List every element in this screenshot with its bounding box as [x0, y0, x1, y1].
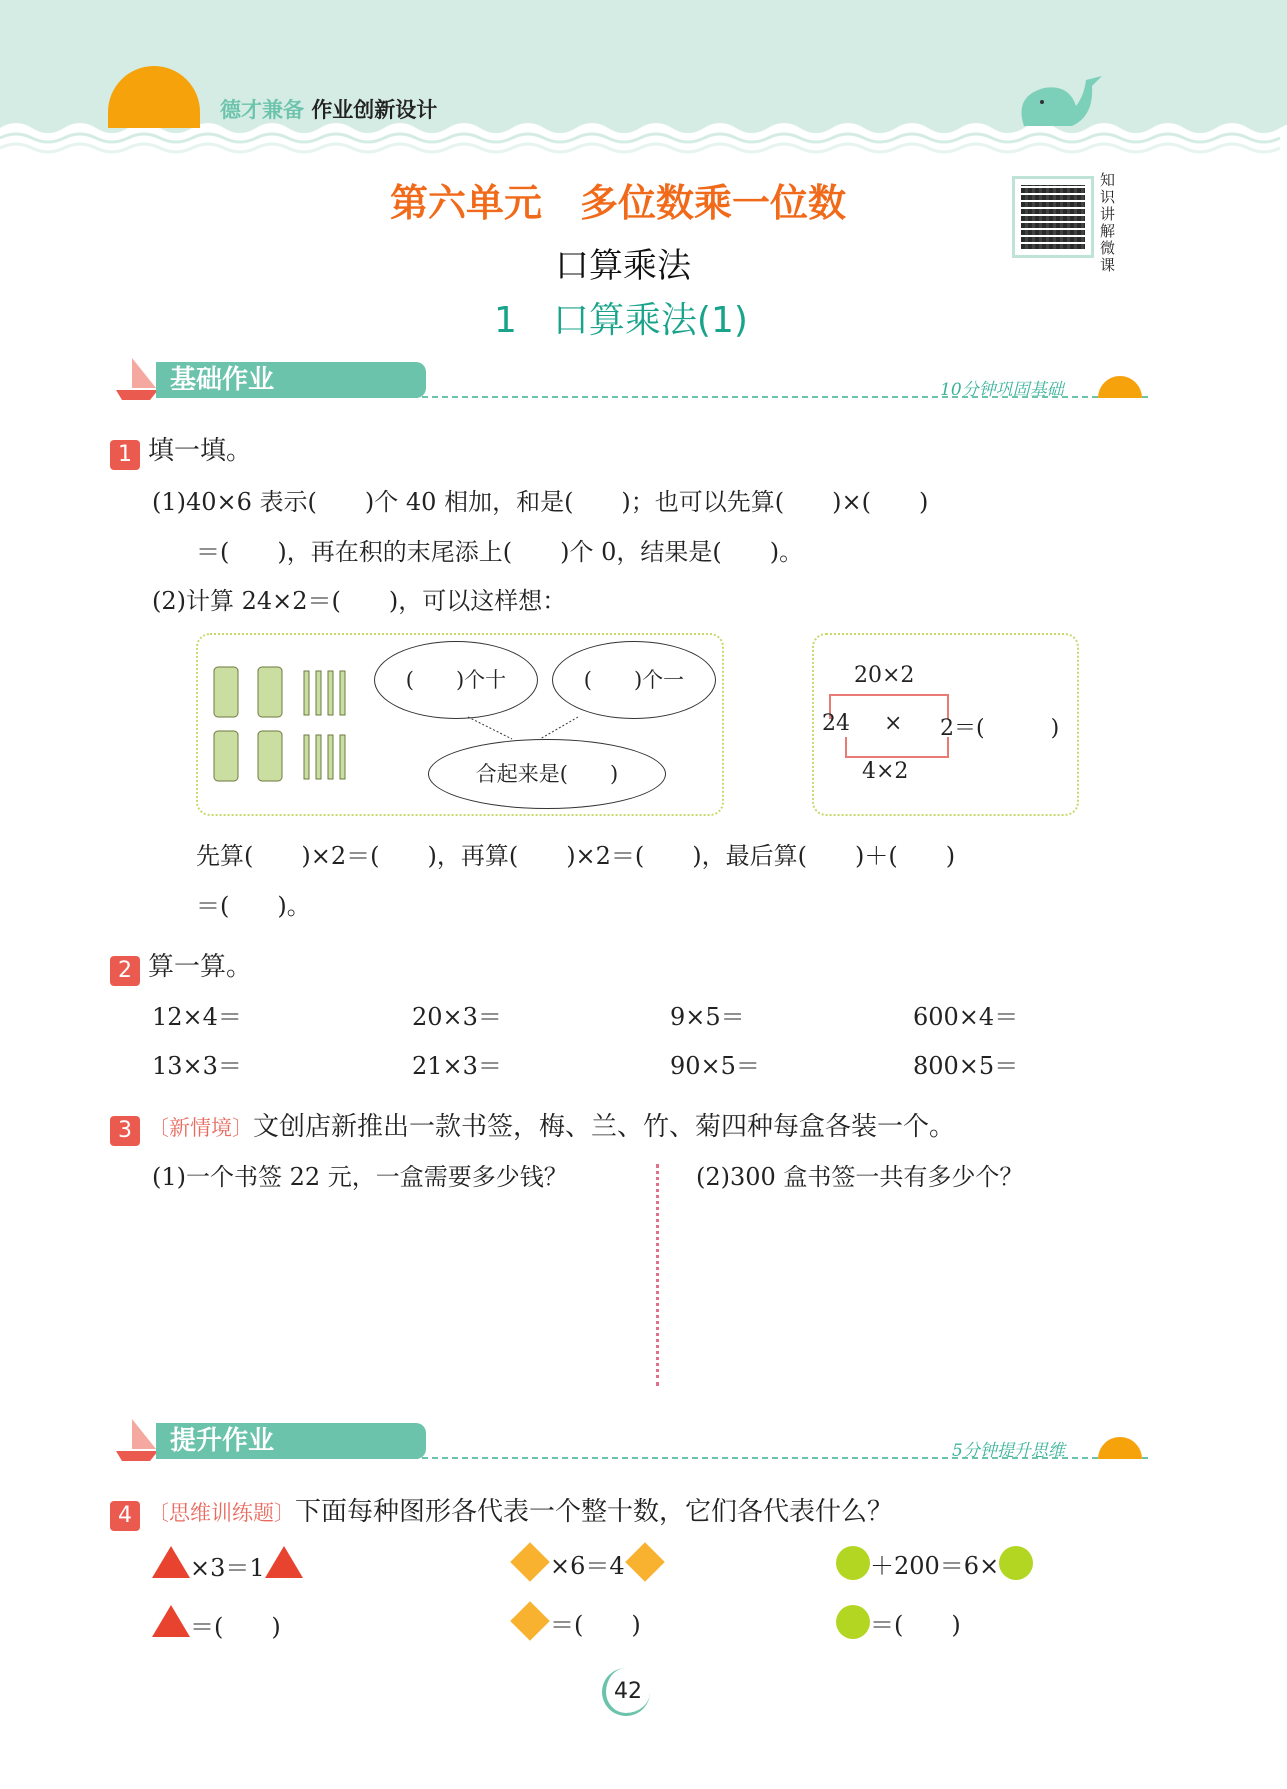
- brand: [220, 94, 437, 124]
- split-bottom: 4×2: [862, 759, 909, 784]
- question-title: 算一算。: [148, 952, 253, 982]
- question-2-header: [110, 946, 252, 986]
- sailboat-icon: [112, 356, 160, 402]
- answer-blank: ＝( ): [190, 1613, 281, 1641]
- calc-item: 90×5＝: [670, 1052, 760, 1080]
- calc-item: 13×3＝: [152, 1052, 242, 1080]
- equation-text: ×6＝4: [550, 1552, 625, 1580]
- question-number: 4: [110, 1501, 140, 1531]
- q1-line-5: ＝( )。: [196, 892, 311, 920]
- page-number: 42: [614, 1679, 642, 1704]
- q1-line-3: (2)计算 24×2＝( )，可以这样想：: [152, 587, 567, 615]
- diamond-icon: [625, 1542, 665, 1582]
- sticks-diagram: [196, 633, 724, 816]
- equation-text: ×3＝1: [190, 1554, 265, 1582]
- section-title: 口算乘法: [555, 246, 691, 286]
- diamond-answer: [510, 1605, 641, 1640]
- section-label: 基础作业: [156, 362, 426, 398]
- question-number: 1: [110, 440, 140, 470]
- lesson-title: 1 口算乘法(1): [494, 300, 748, 341]
- circle-answer: [836, 1605, 961, 1640]
- circle-icon: [999, 1546, 1033, 1580]
- sun-icon: [1098, 1437, 1142, 1459]
- q1-line-1: (1)40×6 表示( )个 40 相加，和是( )；也可以先算( )×( ): [152, 488, 929, 516]
- sailboat-icon: [112, 1417, 160, 1463]
- question-1-header: [110, 430, 252, 470]
- q1-line-4: 先算( )×2＝( )，再算( )×2＝( )，最后算( )＋( ): [196, 842, 956, 870]
- total-ellipse: 合起来是( ): [428, 739, 666, 809]
- section-hint: 10分钟巩固基础: [940, 380, 1064, 400]
- split-diagram: [812, 633, 1079, 816]
- answer-divider: [656, 1164, 659, 1386]
- qr-code[interactable]: [1012, 176, 1094, 258]
- sun-icon: [1098, 376, 1142, 398]
- calc-item: 600×4＝: [913, 1003, 1019, 1031]
- calc-item: 9×5＝: [670, 1003, 745, 1031]
- split-left: 24: [822, 711, 850, 736]
- question-number: 3: [110, 1116, 140, 1146]
- tens-ellipse: ( )个十: [374, 641, 538, 719]
- basic-section-banner: [112, 360, 1148, 400]
- diamond-equation: [510, 1546, 665, 1581]
- section-hint: 5分钟提升思维: [952, 1441, 1065, 1461]
- qr-label: 知识讲解微课: [1100, 171, 1116, 274]
- question-title: 下面每种图形各代表一个整十数，它们各代表什么？: [295, 1497, 894, 1527]
- brand-green: 德才兼备: [220, 98, 304, 122]
- diamond-icon: [510, 1542, 550, 1582]
- arrows: [198, 635, 726, 818]
- q3-part-2: (2)300 盒书签一共有多少个？: [696, 1163, 1024, 1191]
- circle-icon: [836, 1605, 870, 1639]
- whale-icon: [1014, 76, 1112, 128]
- q1-line-2: ＝( )，再在积的末尾添上( )个 0，结果是( )。: [196, 538, 804, 566]
- advanced-section-banner: [112, 1421, 1148, 1461]
- question-3-header: [110, 1106, 955, 1146]
- answer-blank: ＝( ): [550, 1611, 641, 1639]
- split-right: 2＝( ): [940, 716, 1060, 741]
- question-4-header: [110, 1491, 893, 1531]
- triangle-icon: [265, 1546, 303, 1578]
- equation-text: ＋200＝6×: [870, 1552, 1000, 1580]
- diamond-icon: [510, 1601, 550, 1641]
- calc-item: 12×4＝: [152, 1003, 242, 1031]
- question-tag: 〔新情境〕: [148, 1116, 253, 1140]
- calc-item: 21×3＝: [412, 1052, 502, 1080]
- triangle-icon: [152, 1605, 190, 1637]
- triangle-equation: [152, 1546, 303, 1583]
- unit-title: 第六单元 多位数乘一位数: [390, 181, 847, 225]
- split-times: ×: [884, 711, 903, 736]
- circle-equation: [836, 1546, 1033, 1581]
- q3-part-1: (1)一个书签 22 元，一盒需要多少钱？: [152, 1163, 568, 1191]
- ones-ellipse: ( )个一: [552, 641, 716, 719]
- calc-item: 800×5＝: [913, 1052, 1019, 1080]
- split-top: 20×2: [854, 663, 915, 688]
- triangle-answer: [152, 1605, 281, 1642]
- circle-icon: [836, 1546, 870, 1580]
- question-number: 2: [110, 956, 140, 986]
- question-title: 文创店新推出一款书签，梅、兰、竹、菊四种每盒各装一个。: [253, 1112, 956, 1142]
- question-tag: 〔思维训练题〕: [148, 1501, 295, 1525]
- triangle-icon: [152, 1546, 190, 1578]
- brand-black: 作业创新设计: [311, 98, 438, 122]
- question-title: 填一填。: [148, 436, 253, 466]
- calc-item: 20×3＝: [412, 1003, 502, 1031]
- answer-blank: ＝( ): [870, 1611, 961, 1639]
- section-label: 提升作业: [156, 1423, 426, 1459]
